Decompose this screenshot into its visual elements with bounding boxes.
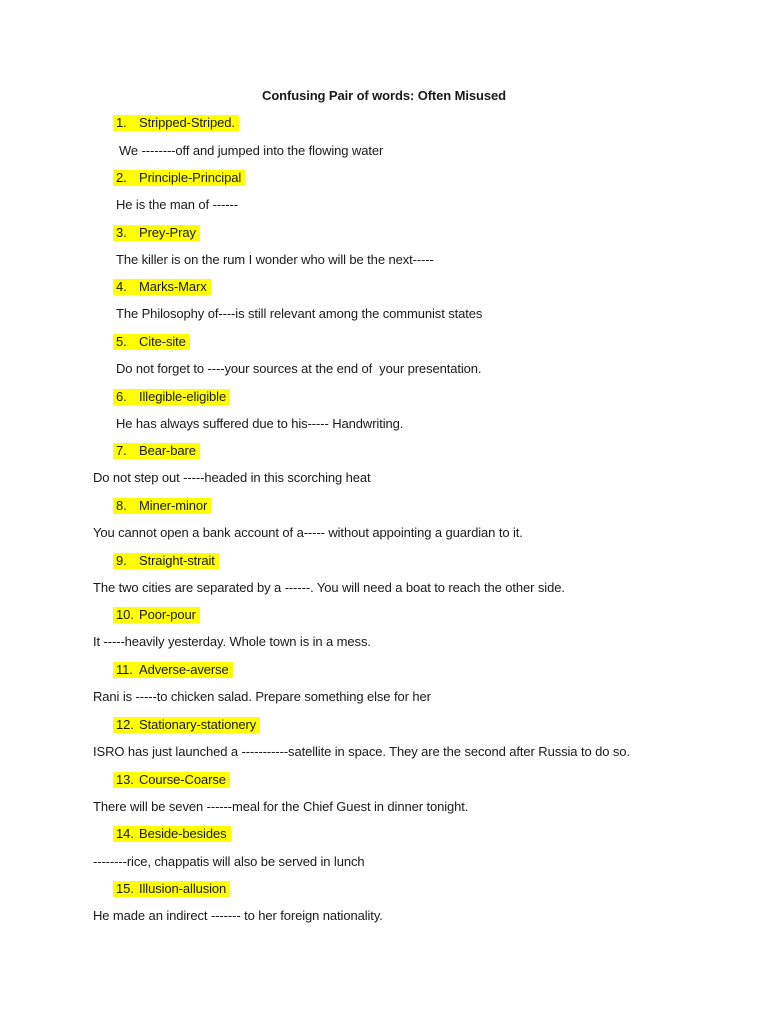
example-sentence: The killer is on the rum I wonder who will be the next----- — [116, 252, 434, 267]
item-number: 6. — [116, 389, 127, 404]
example-sentence: Do not forget to ----your sources at the end of your presentation. — [116, 361, 482, 376]
example-sentence: He is the man of ------ — [116, 197, 238, 212]
example-sentence: There will be seven ------meal for the Chief Guest in dinner tonight. — [93, 799, 469, 814]
word-pair: Cite-site — [139, 334, 186, 349]
item-number: 2. — [116, 170, 127, 185]
word-pair: Illegible-eligible — [139, 389, 227, 404]
word-pair-heading — [113, 771, 230, 789]
word-pair: Course-Coarse — [139, 772, 226, 787]
item-number: 8. — [116, 498, 127, 513]
word-pair-heading — [113, 825, 231, 843]
word-pair-heading — [113, 606, 200, 624]
word-pair-heading — [113, 333, 190, 351]
word-pair: Beside-besides — [139, 826, 227, 841]
word-pair: Miner-minor — [139, 498, 208, 513]
item-number: 12. — [116, 717, 134, 732]
example-sentence: He made an indirect ------- to her foreign nationality. — [93, 908, 383, 923]
word-pair: Poor-pour — [139, 607, 196, 622]
word-pair: Principle-Principal — [139, 170, 242, 185]
item-number: 13. — [116, 772, 134, 787]
word-pair-heading — [113, 278, 211, 296]
word-pair: Stripped-Striped. — [139, 115, 235, 130]
word-pair: Stationary-stationery — [139, 717, 257, 732]
item-number: 1. — [116, 115, 127, 130]
item-number: 11. — [116, 662, 133, 677]
example-sentence: Rani is -----to chicken salad. Prepare something else for her — [93, 689, 431, 704]
example-sentence: --------rice, chappatis will also be served in lunch — [93, 854, 365, 869]
word-pair-heading — [113, 661, 233, 679]
item-number: 15. — [116, 881, 134, 896]
word-pair-heading — [113, 114, 239, 132]
word-pair: Illusion-allusion — [139, 881, 227, 896]
word-pair-heading — [113, 224, 200, 242]
word-pair-heading — [113, 388, 230, 406]
item-number: 7. — [116, 443, 127, 458]
word-pair: Bear-bare — [139, 443, 196, 458]
item-number: 14. — [116, 826, 134, 841]
word-pair-heading — [113, 716, 260, 734]
example-sentence: ISRO has just launched a -----------satellite in space. They are the second after Russia to do so. — [93, 744, 630, 759]
item-number: 10. — [116, 607, 134, 622]
word-pair-heading — [113, 442, 200, 460]
word-pair: Straight-strait — [139, 553, 215, 568]
item-number: 9. — [116, 553, 127, 568]
example-sentence: The Philosophy of----is still relevant among the communist states — [116, 306, 483, 321]
word-pair-heading — [113, 552, 219, 570]
word-pair: Marks-Marx — [139, 279, 207, 294]
example-sentence: The two cities are separated by a ------. You will need a boat to reach the other side. — [93, 580, 565, 595]
word-pair-heading — [113, 169, 245, 187]
example-sentence: You cannot open a bank account of a----- without appointing a guardian to it. — [93, 525, 523, 540]
example-sentence: Do not step out -----headed in this scorching heat — [93, 470, 371, 485]
example-sentence: We --------off and jumped into the flowing water — [119, 143, 384, 158]
item-number: 5. — [116, 334, 127, 349]
word-pair: Adverse-averse — [139, 662, 229, 677]
word-pair-heading — [113, 497, 211, 515]
word-pair: Prey-Pray — [139, 225, 196, 240]
item-number: 4. — [116, 279, 127, 294]
example-sentence: He has always suffered due to his----- Handwriting. — [116, 416, 404, 431]
document-title: Confusing Pair of words: Often Misused — [262, 88, 506, 103]
item-number: 3. — [116, 225, 127, 240]
example-sentence: It -----heavily yesterday. Whole town is in a mess. — [93, 634, 371, 649]
word-pair-heading — [113, 880, 230, 898]
